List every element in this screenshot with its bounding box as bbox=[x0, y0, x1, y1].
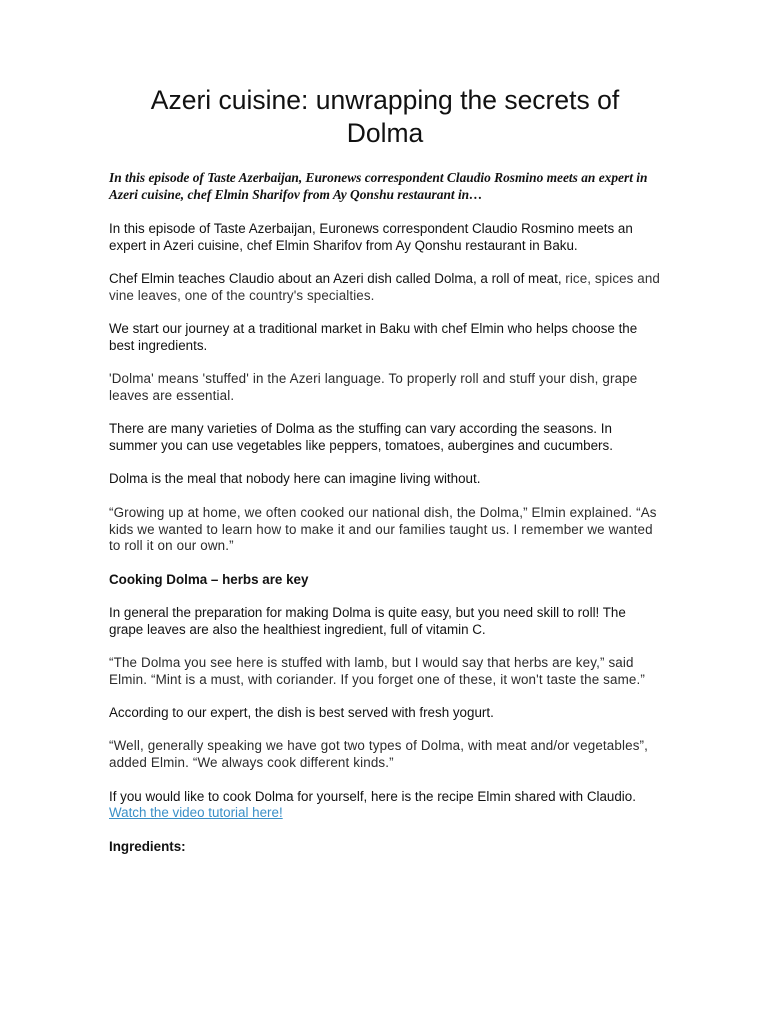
paragraph-preparation: In general the preparation for making Dolma is quite easy, but you need skill to roll! The grape leaves are also the healthiest ingredient, full of vitamin C. bbox=[109, 604, 626, 637]
paragraph-market: We start our journey at a traditional market in Baku with chef Elmin who helps choose the best ingredients. bbox=[109, 321, 638, 353]
paragraph-dish bbox=[109, 271, 661, 305]
heading-cooking: Cooking Dolma – herbs are key bbox=[109, 571, 309, 587]
paragraph-serving: According to our expert, the dish is best served with fresh yogurt. bbox=[109, 705, 494, 721]
paragraph-intro: In this episode of Taste Azerbaijan, Euronews correspondent Claudio Rosmino meets an expert in Azeri cuisine, chef Elmin Sharifov from Ay Qonshu restaurant in Baku. bbox=[109, 221, 633, 253]
article-lede: In this episode of Taste Azerbaijan, Euronews correspondent Claudio Rosmino meets an expert in Azeri cuisine, chef Elmin Sharifov from Ay Qonshu restaurant in… bbox=[109, 170, 648, 202]
paragraph-dish-line-2: rice, spices and vine leaves, one of the country's specialties. bbox=[109, 271, 660, 303]
paragraph-varieties: There are many varieties of Dolma as the stuffing can vary according the seasons. In summer you can use vegetables like peppers, tomatoes, aubergines and cucumbers. bbox=[109, 421, 613, 454]
video-tutorial-link[interactable]: Watch the video tutorial here! bbox=[109, 805, 283, 821]
paragraph-dish-line-1: Chef Elmin teaches Claudio about an Azeri dish called Dolma, a roll of meat, bbox=[109, 271, 562, 287]
quote-types: “Well, generally speaking we have got two types of Dolma, with meat and/or vegetables”, added Elmin. “We always cook different kinds.” bbox=[109, 738, 649, 771]
article-title: Azeri cuisine: unwrapping the secrets of Dolma bbox=[150, 85, 620, 148]
paragraph-meal: Dolma is the meal that nobody here can imagine living without. bbox=[109, 471, 481, 487]
quote-herbs: “The Dolma you see here is stuffed with lamb, but I would say that herbs are key,” said Elmin. “Mint is a must, with coriander. If you forget one of these, it won't taste the same.” bbox=[109, 655, 645, 687]
quote-growing-up: “Growing up at home, we often cooked our national dish, the Dolma,” Elmin explained. “As kids we wanted to learn how to make it and our families taught us. I remember we wanted to roll it on our own.” bbox=[109, 504, 657, 554]
paragraph-recipe-text: If you would like to cook Dolma for yourself, here is the recipe Elmin shared with Claudio. bbox=[109, 788, 636, 804]
paragraph-meaning: 'Dolma' means 'stuffed' in the Azeri language. To properly roll and stuff your dish, grape leaves are essential. bbox=[109, 371, 638, 404]
article-body bbox=[109, 84, 661, 872]
paragraph-recipe bbox=[109, 789, 661, 823]
heading-ingredients: Ingredients: bbox=[109, 838, 186, 854]
